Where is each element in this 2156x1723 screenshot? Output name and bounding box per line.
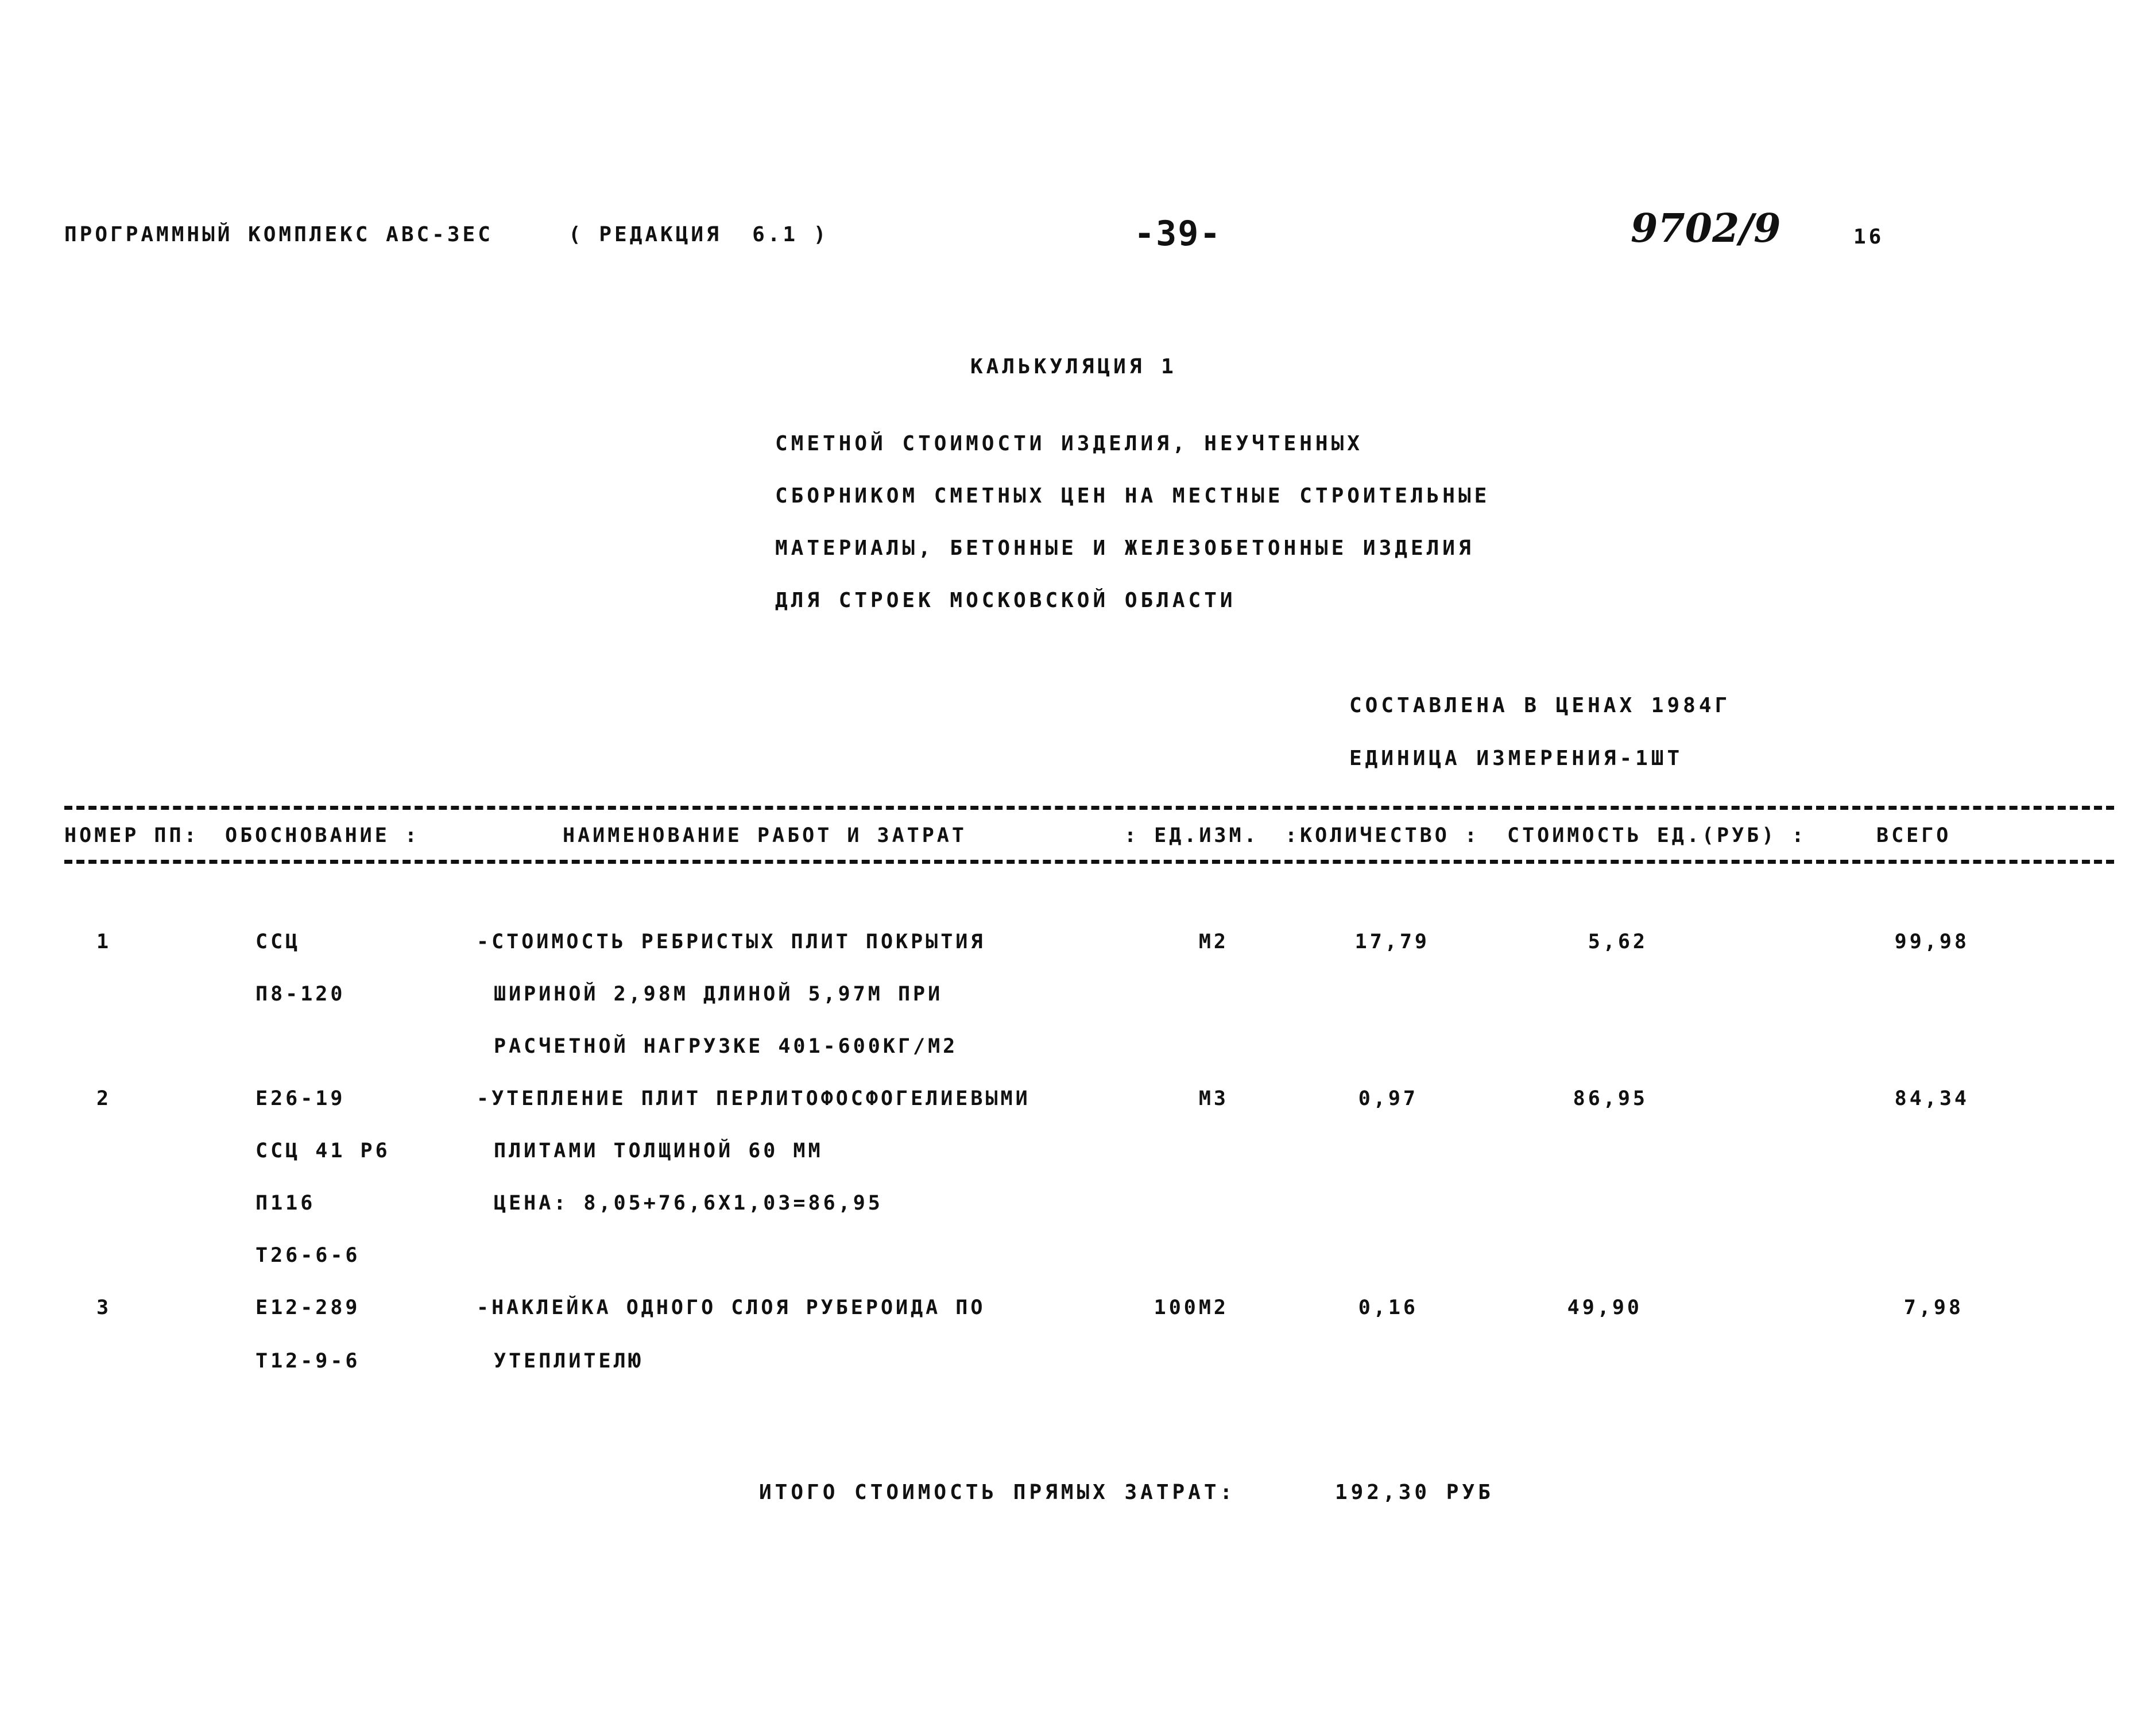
price-basis: СОСТАВЛЕНА В ЦЕНАХ 1984Г	[1349, 694, 1731, 717]
row-unit-price: 49,90	[1567, 1296, 1642, 1319]
row-quantity: 17,79	[1354, 930, 1430, 953]
row-number: 1	[96, 930, 112, 953]
row-unit-price: 5,62	[1588, 930, 1648, 953]
row-basis: П8-120	[256, 983, 346, 1006]
col-qty: :КОЛИЧЕСТВО :	[1285, 824, 1480, 847]
row-basis: Е26-19	[256, 1087, 346, 1110]
row-number: 3	[96, 1296, 112, 1319]
row-basis: Т12-9-6	[256, 1350, 361, 1373]
document-number: 9702/9	[1631, 206, 1781, 252]
row-unit: 100М2	[1154, 1296, 1229, 1319]
row-quantity: 0,97	[1358, 1087, 1418, 1110]
col-price: СТОИМОСТЬ ЕД.(РУБ) :	[1507, 824, 1807, 847]
row-unit: М2	[1198, 930, 1229, 953]
row-number: 2	[96, 1087, 112, 1110]
col-basis: ОБОСНОВАНИЕ :	[225, 824, 420, 847]
col-total: ВСЕГО	[1876, 824, 1952, 847]
row-basis: Т26-6-6	[256, 1244, 361, 1267]
row-basis: ССЦ 41 Р6	[256, 1139, 390, 1162]
row-name: УТЕПЛИТЕЛЮ	[494, 1350, 644, 1373]
row-basis: П116	[256, 1192, 316, 1215]
total-label: ИТОГО СТОИМОСТЬ ПРЯМЫХ ЗАТРАТ:	[759, 1481, 1236, 1504]
row-unit-price: 86,95	[1573, 1087, 1648, 1110]
row-name: ПЛИТАМИ ТОЛЩИНОЙ 60 ММ	[494, 1139, 823, 1162]
col-name: НАИМЕНОВАНИЕ РАБОТ И ЗАТРАТ	[563, 824, 967, 847]
row-name: РАСЧЕТНОЙ НАГРУЗКЕ 401-600КГ/М2	[494, 1035, 958, 1058]
title-line-3: МАТЕРИАЛЫ, БЕТОННЫЕ И ЖЕЛЕЗОБЕТОННЫЕ ИЗДЕЛИЯ	[775, 536, 1474, 560]
header-bottom-rule	[64, 860, 2114, 864]
row-name: ЦЕНА: 8,05+76,6Х1,03=86,95	[494, 1192, 883, 1215]
unit-of-measure: ЕДИНИЦА ИЗМЕРЕНИЯ-1ШТ	[1349, 747, 1683, 770]
row-basis: ССЦ	[256, 930, 301, 953]
row-name: -СТОИМОСТЬ РЕБРИСТЫХ ПЛИТ ПОКРЫТИЯ	[477, 930, 986, 953]
row-total: 7,98	[1903, 1296, 1964, 1319]
row-name: -НАКЛЕЙКА ОДНОГО СЛОЯ РУБЕРОИДА ПО	[477, 1296, 986, 1319]
page-number: -39-	[1134, 214, 1222, 254]
row-basis: Е12-289	[256, 1296, 361, 1319]
header-top-rule	[64, 806, 2114, 810]
title-line-2: СБОРНИКОМ СМЕТНЫХ ЦЕН НА МЕСТНЫЕ СТРОИТЕЛЬНЫЕ	[775, 484, 1491, 508]
total-value: 192,30 РУБ	[1335, 1481, 1494, 1504]
calculation-heading: КАЛЬКУЛЯЦИЯ 1	[970, 355, 1177, 378]
program-name: ПРОГРАММНЫЙ КОМПЛЕКС АВС-ЗЕС	[64, 223, 493, 246]
title-line-1: СМЕТНОЙ СТОИМОСТИ ИЗДЕЛИЯ, НЕУЧТЕННЫХ	[775, 432, 1363, 455]
row-name: -УТЕПЛЕНИЕ ПЛИТ ПЕРЛИТОФОСФОГЕЛИЕВЫМИ	[477, 1087, 1031, 1110]
sheet-number: 16	[1853, 225, 1884, 249]
col-unit: : ЕД.ИЗМ.	[1124, 824, 1259, 847]
col-num: НОМЕР ПП:	[64, 824, 199, 847]
row-quantity: 0,16	[1358, 1296, 1418, 1319]
row-name: ШИРИНОЙ 2,98М ДЛИНОЙ 5,97М ПРИ	[494, 983, 943, 1006]
edition-label: ( РЕДАКЦИЯ 6.1 )	[568, 223, 829, 246]
row-total: 99,98	[1894, 930, 1969, 953]
row-unit: М3	[1198, 1087, 1229, 1110]
row-total: 84,34	[1894, 1087, 1969, 1110]
title-line-4: ДЛЯ СТРОЕК МОСКОВСКОЙ ОБЛАСТИ	[775, 589, 1236, 612]
